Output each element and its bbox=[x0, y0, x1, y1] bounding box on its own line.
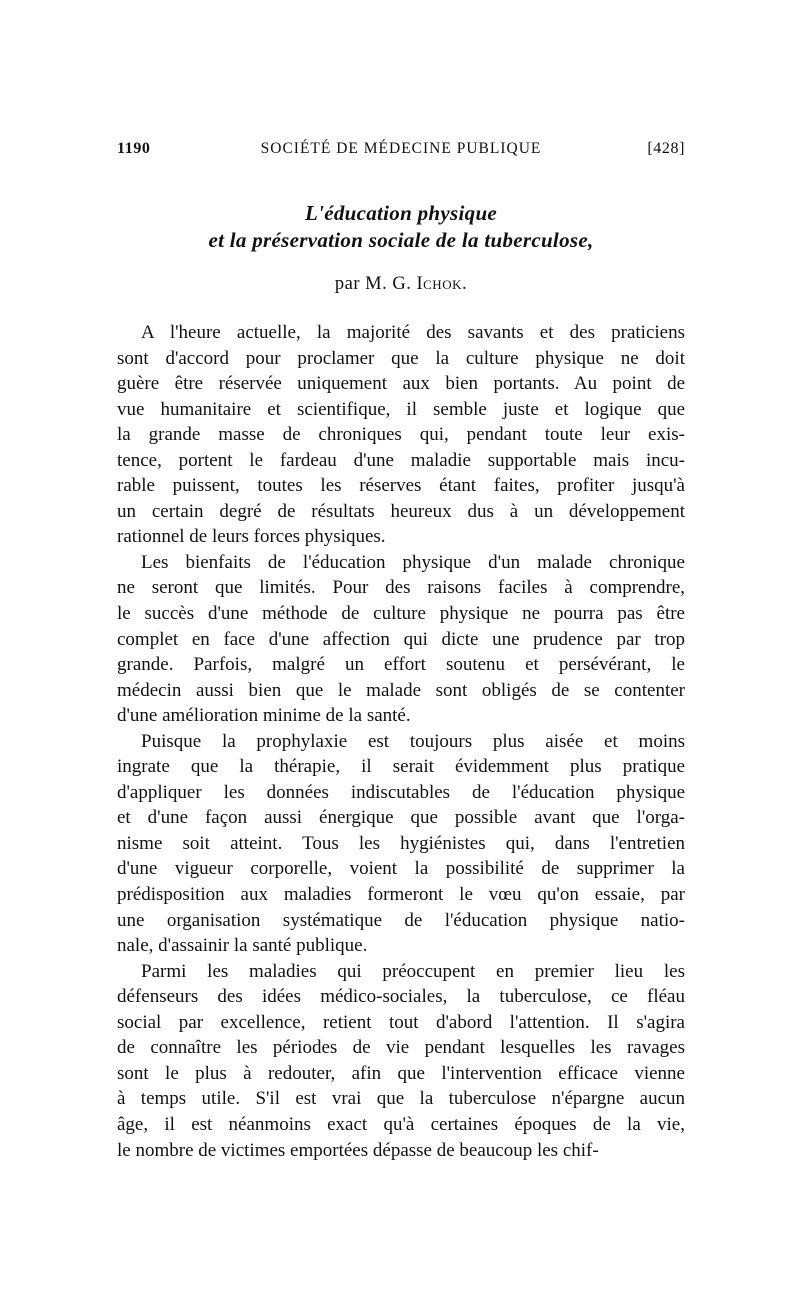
text-line: d'une amélioration minime de la santé. bbox=[117, 705, 411, 727]
text-line: grande. Parfois, malgré un effort soutenu et persévérant, le bbox=[117, 654, 685, 676]
text-line: guère être réservée uniquement aux bien portants. Au point de bbox=[117, 373, 685, 395]
text-line: médecin aussi bien que le malade sont obligés de se contenter bbox=[117, 679, 685, 701]
text-line: sont d'accord pour proclamer que la culture physique ne doit bbox=[117, 347, 685, 369]
text-line: rationnel de leurs forces physiques. bbox=[117, 526, 386, 548]
text-line: vue humanitaire et scientifique, il semble juste et logique que bbox=[117, 398, 685, 420]
text-line: complet en face d'une affection qui dicte une prudence par trop bbox=[117, 628, 685, 650]
text-line: d'une vigueur corporelle, voient la possibilité de supprimer la bbox=[117, 858, 685, 880]
article-title bbox=[117, 200, 685, 254]
text-line: un certain degré de résultats heureux dus à un développement bbox=[117, 500, 685, 522]
author-prefix: par M. G. bbox=[334, 274, 412, 294]
paragraph bbox=[117, 550, 685, 729]
text-line: le succès d'une méthode de culture physique ne pourra pas être bbox=[117, 603, 685, 625]
text-line: âge, il est néanmoins exact qu'à certaines époques de la vie, bbox=[117, 1113, 685, 1135]
running-head bbox=[117, 140, 685, 164]
paragraph bbox=[117, 959, 685, 1163]
text-line: à temps utile. S'il est vrai que la tuberculose n'épargne aucun bbox=[117, 1088, 685, 1110]
text-line: la grande masse de chroniques qui, pendant toute leur exis- bbox=[117, 424, 685, 446]
text-line: nisme soit atteint. Tous les hygiénistes qui, dans l'entretien bbox=[117, 832, 685, 854]
article-title-line-2: et la préservation sociale de la tuberculose, bbox=[208, 228, 594, 252]
text-line: Les bienfaits de l'éducation physique d'un malade chronique bbox=[141, 551, 685, 573]
text-line: une organisation systématique de l'éducation physique natio- bbox=[117, 909, 685, 931]
text-line: tence, portent le fardeau d'une maladie supportable mais incu- bbox=[117, 449, 685, 471]
paragraph bbox=[117, 729, 685, 959]
text-line: prédisposition aux maladies formeront le vœu qu'on essaie, par bbox=[117, 884, 685, 906]
page-number: 1190 bbox=[117, 140, 151, 157]
text-line: d'appliquer les données indiscutables de l'éducation physique bbox=[117, 781, 685, 803]
text-line: Puisque la prophylaxie est toujours plus aisée et moins bbox=[141, 730, 685, 752]
author-name: Ichok. bbox=[416, 274, 468, 294]
text-line: A l'heure actuelle, la majorité des savants et des praticiens bbox=[141, 322, 685, 343]
text-line: le nombre de victimes emportées dépasse de beaucoup les chif- bbox=[117, 1139, 599, 1161]
text-line: sont le plus à redouter, afin que l'intervention efficace vienne bbox=[117, 1062, 685, 1084]
text-line: défenseurs des idées médico-sociales, la tuberculose, ce fléau bbox=[117, 986, 685, 1008]
text-line: social par excellence, retient tout d'abord l'attention. Il s'agira bbox=[117, 1011, 685, 1033]
text-line: Parmi les maladies qui préoccupent en premier lieu les bbox=[141, 960, 685, 982]
author-byline bbox=[117, 274, 685, 295]
text-line: ingrate que la thérapie, il serait évidemment plus pratique bbox=[117, 756, 685, 778]
text-line: nale, d'assainir la santé publique. bbox=[117, 935, 368, 957]
book-page bbox=[117, 0, 685, 1304]
page-reference: [428] bbox=[647, 140, 685, 157]
text-line: ne seront que limités. Pour des raisons faciles à comprendre, bbox=[117, 577, 685, 599]
text-line: rable puissent, toutes les réserves étant faites, profiter jusqu'à bbox=[117, 475, 685, 497]
body-text bbox=[117, 320, 685, 1163]
text-line: de connaître les périodes de vie pendant lesquelles les ravages bbox=[117, 1037, 685, 1059]
running-head-title: SOCIÉTÉ DE MÉDECINE PUBLIQUE bbox=[260, 140, 542, 157]
text-line: et d'une façon aussi énergique que possible avant que l'orga- bbox=[117, 807, 685, 829]
article-title-line-1: L'éducation physique bbox=[304, 201, 498, 225]
paragraph bbox=[117, 320, 685, 550]
